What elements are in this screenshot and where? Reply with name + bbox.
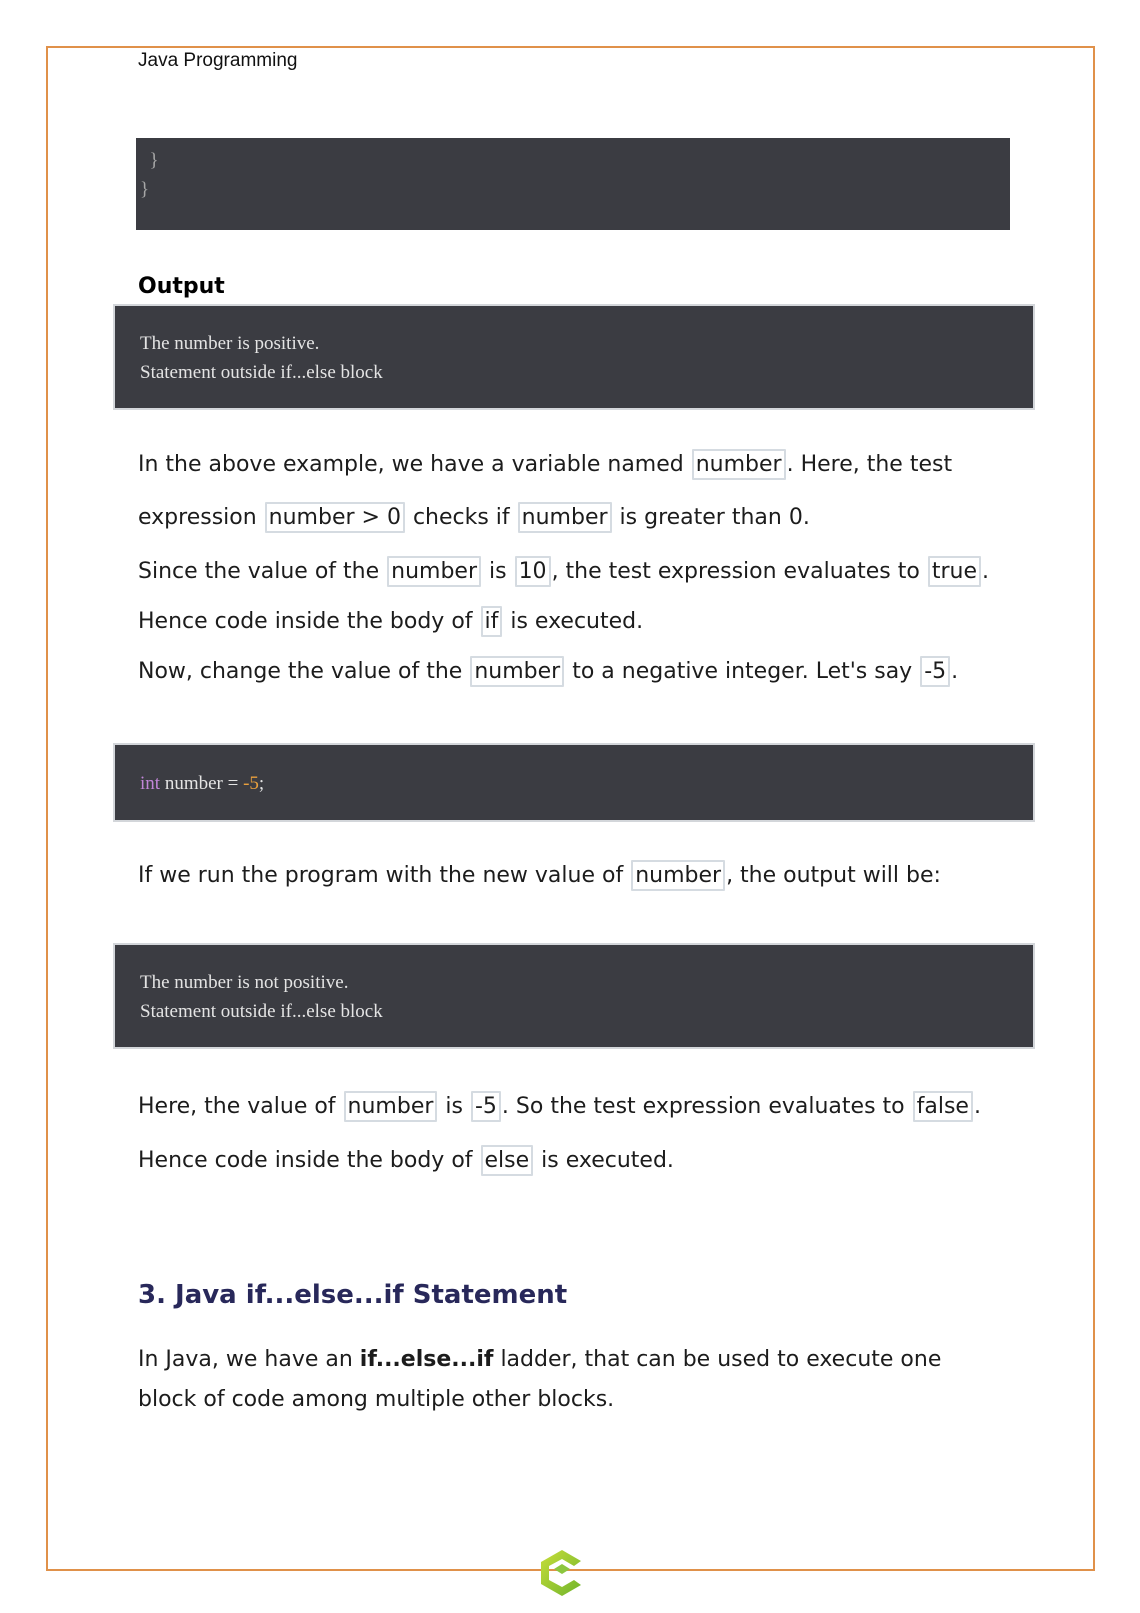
text: , the test expression evaluates to — [551, 559, 927, 584]
text: If we run the program with the new value of — [138, 863, 631, 888]
output-line: Statement outside if...else block — [140, 362, 383, 383]
output-heading: Output — [138, 274, 225, 299]
paragraph-negative — [138, 1094, 981, 1119]
inline-code: number — [344, 1091, 438, 1122]
inline-code: true — [928, 556, 981, 587]
output-line: The number is not positive. — [140, 972, 349, 993]
text: block of code among multiple other blocks. — [138, 1387, 615, 1412]
text: is executed. — [534, 1148, 674, 1173]
section-heading: 3. Java if...else...if Statement — [138, 1280, 568, 1310]
text: to a negative integer. Let's say — [565, 659, 920, 684]
text: Hence code inside the body of — [138, 609, 480, 634]
text: is — [482, 559, 514, 584]
bold-text: if...else...if — [359, 1347, 494, 1372]
keyword: int — [140, 773, 161, 794]
code-line — [140, 769, 1033, 798]
text: In Java, we have an — [138, 1347, 360, 1372]
code-block-top — [136, 138, 1010, 230]
text: , the output will be: — [726, 863, 941, 888]
inline-code: -5 — [471, 1091, 501, 1122]
inline-code: number — [518, 502, 612, 533]
code-text: ; — [258, 773, 265, 794]
inline-code: 10 — [515, 556, 551, 587]
text: . — [981, 559, 989, 584]
paragraph-if-executed — [138, 609, 643, 634]
header-title: Java Programming — [138, 50, 298, 71]
inline-code: number > 0 — [265, 502, 405, 533]
text: expression — [138, 505, 264, 530]
text: . So the test expression evaluates to — [501, 1094, 912, 1119]
inline-code: number — [692, 449, 786, 480]
text: is — [438, 1094, 470, 1119]
code-line: } — [140, 179, 150, 200]
paragraph-variable — [138, 452, 952, 477]
code-block-snippet — [113, 743, 1035, 822]
output-block-not-positive — [113, 943, 1035, 1049]
text: checks if — [405, 505, 517, 530]
inline-code: if — [481, 606, 503, 637]
paragraph-change-value — [138, 659, 958, 684]
text: In the above example, we have a variable named — [138, 452, 691, 477]
text: ladder, that can be used to execute one — [493, 1347, 942, 1372]
paragraph-ladder — [138, 1340, 941, 1420]
output-line: Statement outside if...else block — [140, 1001, 383, 1022]
inline-code: -5 — [920, 656, 950, 687]
code-line: } — [140, 150, 159, 171]
text: is executed. — [503, 609, 644, 634]
text: . — [951, 659, 959, 684]
code-text: number = — [160, 773, 244, 794]
text: Since the value of the — [138, 559, 387, 584]
paragraph-expression — [138, 505, 810, 530]
paragraph-value — [138, 559, 989, 584]
text: Now, change the value of the — [138, 659, 470, 684]
inline-code: number — [631, 860, 725, 891]
paragraph-else-executed — [138, 1148, 674, 1173]
number-literal: -5 — [243, 773, 259, 794]
text: . — [973, 1094, 981, 1119]
output-line: The number is positive. — [140, 333, 320, 354]
inline-code: number — [470, 656, 564, 687]
inline-code: false — [913, 1091, 973, 1122]
output-block-positive — [113, 304, 1035, 410]
text: Hence code inside the body of — [138, 1148, 480, 1173]
text: . Here, the test — [786, 452, 953, 477]
text: Here, the value of — [138, 1094, 343, 1119]
c-logo-icon — [537, 1548, 587, 1598]
text: is greater than 0. — [612, 505, 810, 530]
inline-code: number — [387, 556, 481, 587]
inline-code: else — [481, 1145, 534, 1176]
paragraph-run-again — [138, 863, 941, 888]
